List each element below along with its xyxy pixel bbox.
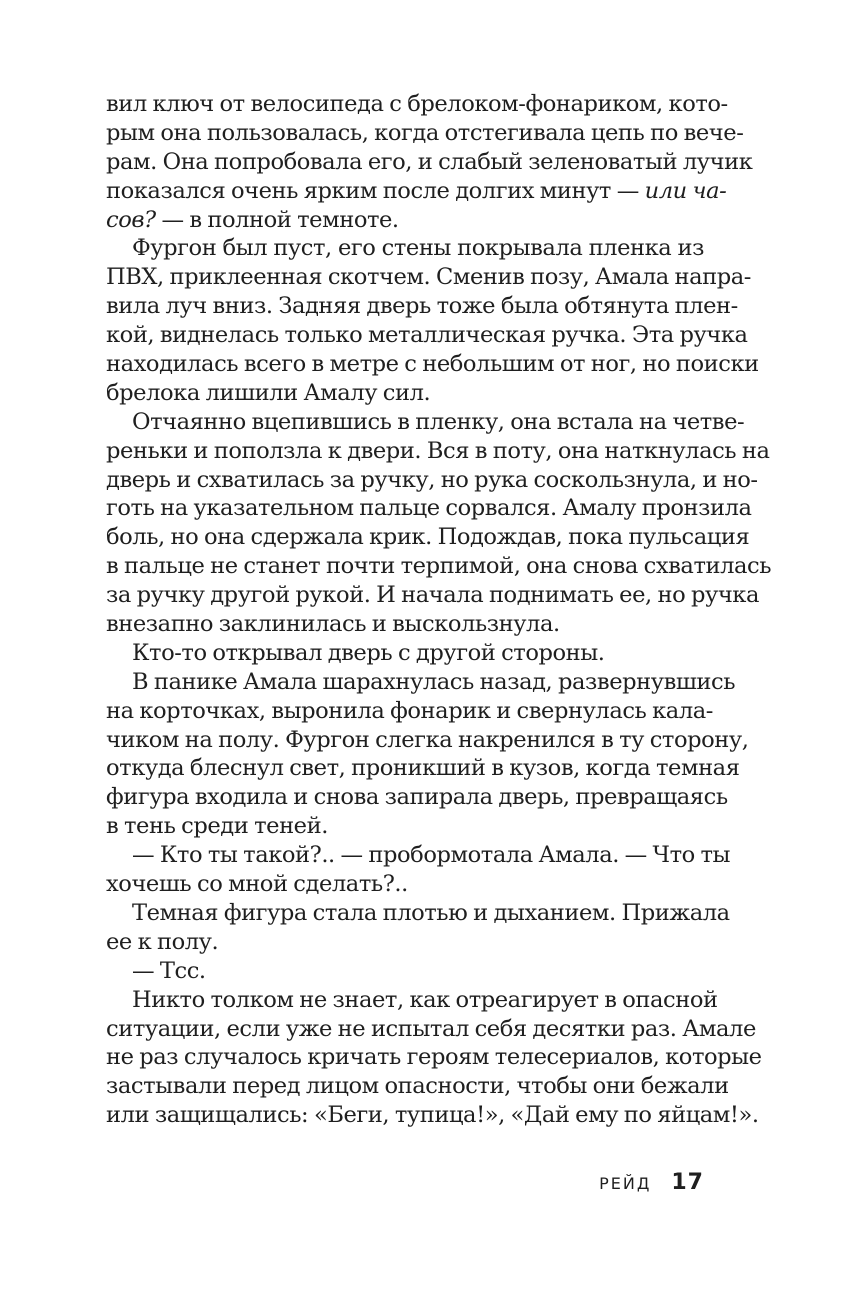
text-line: в тень среди теней.: [106, 813, 328, 840]
text-line: дверь и схватилась за ручку, но рука соскользнула, и но-: [106, 466, 758, 493]
text-line: застывали перед лицом опасности, чтобы они бежали: [106, 1073, 729, 1100]
text-line: Отчаянно вцепившись в пленку, она встала на четве-: [132, 408, 745, 435]
text-line: вила луч вниз. Задняя дверь тоже была обтянута плен-: [106, 293, 738, 320]
text-line: боль, но она сдержала крик. Подождав, пока пульсация: [106, 524, 750, 551]
text-line: фигура входила и снова запирала дверь, превращаясь: [106, 784, 728, 811]
text-line: — Тсс.: [132, 957, 206, 984]
text-line: или защищались: «Беги, тупица!», «Дай ему по яйцам!».: [106, 1102, 759, 1129]
text-line: находилась всего в метре с небольшим от ног, но поиски: [106, 351, 759, 378]
running-title: РЕЙД: [599, 1174, 652, 1193]
text-line: брелока лишили Амалу сил.: [106, 379, 431, 406]
text-line: рам. Она попробовала его, и слабый зеленоватый лучик: [106, 148, 753, 175]
text-line: Фургон был пуст, его стены покрывала пленка из: [132, 235, 704, 262]
text-line: хочешь со мной сделать?..: [106, 871, 408, 898]
text-line: ее к полу.: [106, 928, 219, 955]
text-line: кой, виднелась только металлическая ручка. Эта ручка: [106, 322, 748, 349]
text-line: вил ключ от велосипеда с брелоком-фонариком, кото-: [106, 91, 728, 117]
text-line: рым она пользовалась, когда отстегивала цепь по вече-: [106, 119, 744, 146]
text-line: В панике Амала шарахнулась назад, развернувшись: [132, 668, 736, 695]
text-line: ПВХ, приклеенная скотчем. Сменив позу, Амала напра-: [106, 264, 751, 291]
text-line: ситуации, если уже не испытал себя десятки раз. Амале: [106, 1015, 756, 1042]
text-line: откуда блеснул свет, проникший в кузов, когда темная: [106, 755, 740, 782]
text-line-regular: — в полной темноте.: [155, 206, 399, 233]
text-line-regular: показался очень ярким после долгих минут —: [106, 177, 645, 204]
italic-fragment: сов?: [106, 206, 156, 233]
text-line: Кто-то открывал дверь с другой стороны.: [132, 639, 605, 666]
page-footer: [599, 1170, 704, 1195]
text-line: за ручку другой рукой. И начала поднимать ее, но ручка: [106, 582, 759, 609]
page-number: 17: [671, 1170, 704, 1195]
text-line: в пальце не станет почти терпимой, она снова схватилась: [106, 553, 772, 580]
text-line: Никто толком не знает, как отреагирует в опасной: [132, 986, 718, 1013]
text-line: [106, 177, 727, 206]
text-line: чиком на полу. Фургон слегка накренился в ту сторону,: [106, 726, 749, 753]
body-text: [106, 90, 772, 1130]
text-line: — Кто ты такой?.. — пробормотала Амала. — Что ты: [132, 842, 731, 869]
text-line: готь на указательном пальце сорвался. Амалу пронзила: [106, 495, 752, 522]
text-line: внезапно заклинилась и выскользнула.: [106, 611, 560, 638]
text-line: [106, 206, 704, 235]
italic-fragment: или ча-: [644, 177, 727, 204]
text-line: Темная фигура стала плотью и дыханием. Прижала: [132, 899, 730, 926]
text-line: на корточках, выронила фонарик и свернулась кала-: [106, 697, 713, 724]
text-line: не раз случалось кричать героям телесериалов, которые: [106, 1044, 762, 1071]
text-line: реньки и поползла к двери. Вся в поту, она наткнулась на: [106, 437, 770, 464]
